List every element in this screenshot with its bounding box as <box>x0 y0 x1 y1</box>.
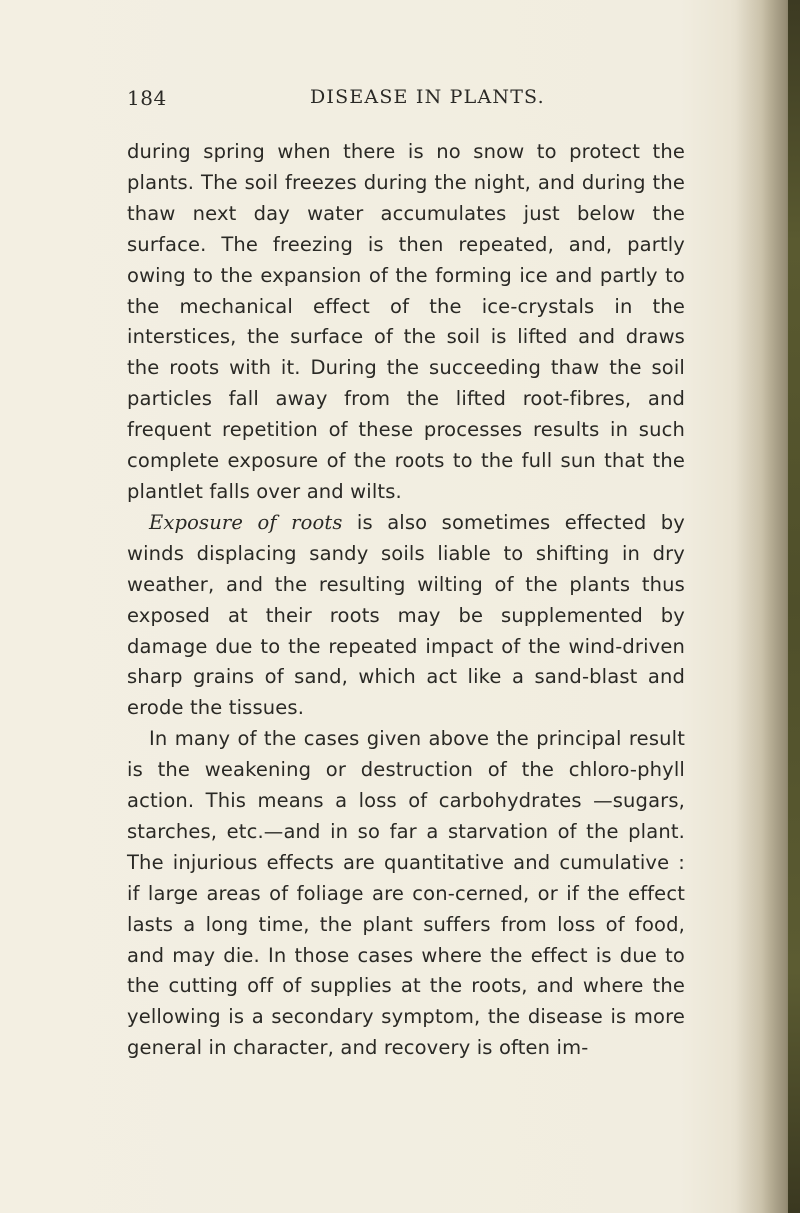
paragraph-3: In many of the cases given above the principal result is the weakening or destruction of the chloro-phyll action. This means a loss of carbohydrates —sugars, starches, etc.—and in so far a starvation of the plant. The injurious effects are quantitative and cumulative : if large areas of foliage are con-cerned, or if the effect lasts a long time, the plant suffers from loss of food, and may die. In those cases where the effect is due to the cutting off of supplies at the roots, and where the yellowing is a secondary symptom, the disease is more general in character, and recovery is often im- <box>127 727 685 1060</box>
running-title: DISEASE IN PLANTS. <box>310 86 545 108</box>
paragraph-2-text: is also sometimes effected by winds displacing sandy soils liable to shifting in dry weather, and the resulting wilting of the plants thus exposed at their roots may be supplemented by damage due to the repeated impact of the wind-driven sharp grains of sand, which act like a sand-blast and erode the tissues. <box>127 510 685 720</box>
book-binding-edge <box>788 0 800 1213</box>
body-text <box>127 137 685 1064</box>
page-number: 184 <box>127 86 167 110</box>
paragraph-2 <box>127 508 685 724</box>
paragraph-1: during spring when there is no snow to protect the plants. The soil freezes during the night, and during the thaw next day water accumulates just below the surface. The freezing is then repeated, and, partly owing to the expansion of the forming ice and partly to the mechanical effect of the ice-crystals in the interstices, the surface of the soil is lifted and draws the roots with it. During the succeeding thaw the soil particles fall away from the lifted root-fibres, and frequent repetition of these processes results in such complete exposure of the roots to the full sun that the plantlet falls over and wilts. <box>127 140 685 503</box>
italic-lead: Exposure of roots <box>149 510 343 534</box>
